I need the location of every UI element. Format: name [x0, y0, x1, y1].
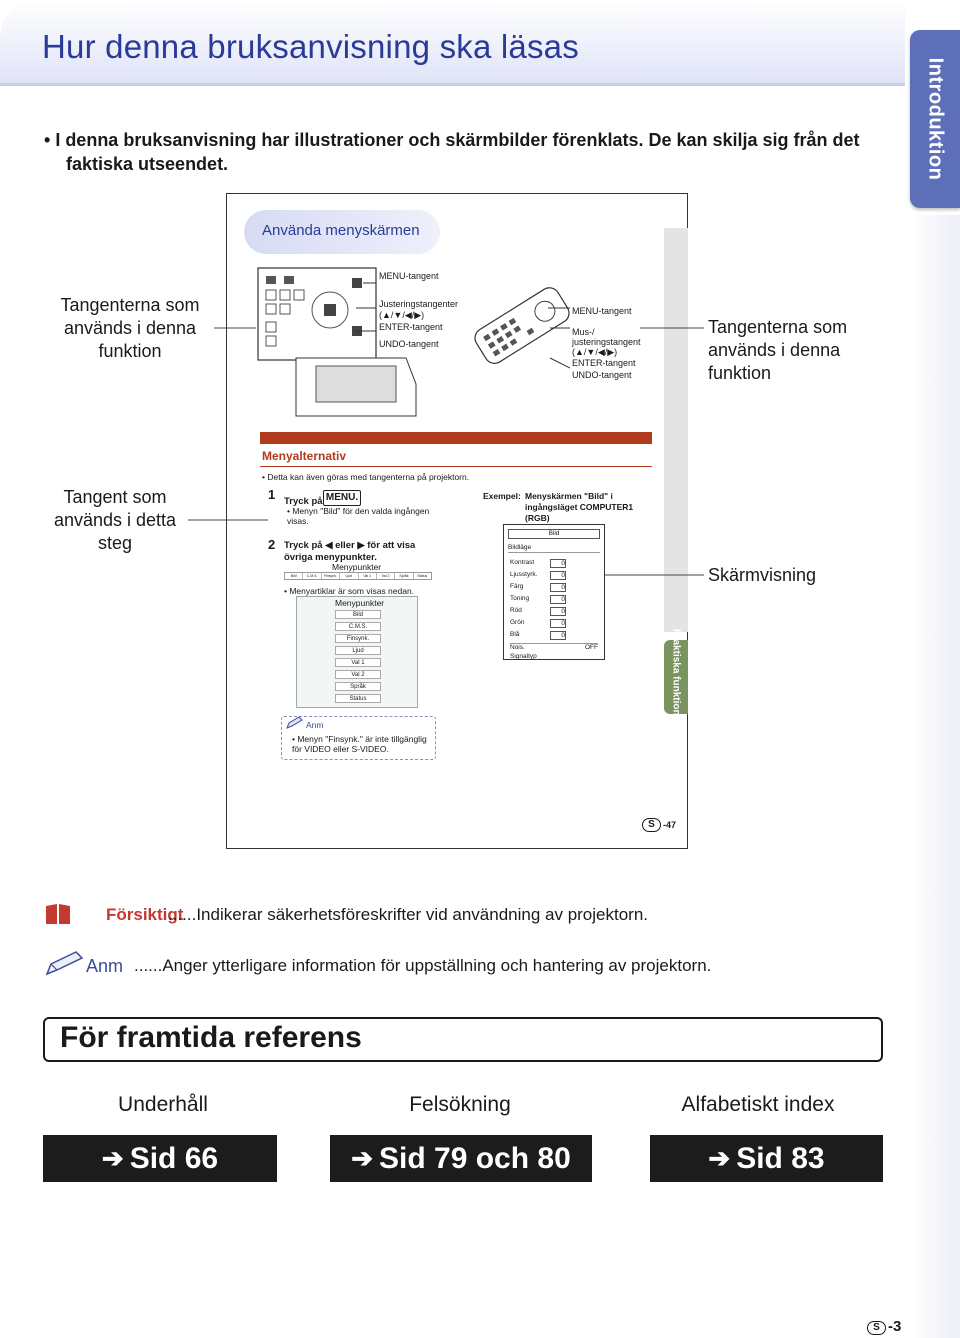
osd-row-label: Ljusstyrk.	[510, 571, 538, 578]
ref-link-maintenance[interactable]	[43, 1135, 277, 1182]
step1-text: Tryck på	[284, 496, 323, 507]
menu-options-intro: • Detta kan även göras med tangenterna på projektorn.	[262, 472, 470, 482]
label-mouse-adjust-1: Mus-/	[572, 327, 595, 337]
osd-row-value: 0	[550, 607, 566, 616]
intro-bullet: • I denna bruksanvisning har illustrationer och skärmbilder förenklats. De kan skilja sig från det faktiska utseendet.	[44, 130, 860, 174]
label-undo-key-projector: UNDO-tangent	[379, 339, 439, 349]
menu-items-label: Menypunkter	[332, 562, 382, 572]
menu-column-item: Finsynk.	[335, 634, 381, 643]
ref-link-index[interactable]	[650, 1135, 883, 1182]
menu-bar-item: Finsynk.	[322, 573, 340, 579]
page-number	[867, 1318, 901, 1335]
reference-title: För framtida referens	[60, 1021, 362, 1054]
ref-label-index: Alfabetiskt index	[681, 1093, 835, 1116]
intro-bullet-text: I denna bruksanvisning har illustrationer och skärmbilder förenklats. De kan skilja sig från det faktiska utseendet.	[55, 130, 860, 174]
note-pencil-icon	[44, 950, 84, 976]
legend-caution-text: ......Indikerar säkerhetsföreskrifter vid användning av projektorn.	[168, 905, 649, 924]
menu-bar-item: Val 2	[377, 573, 395, 579]
example-text-3: (RGB)	[525, 513, 550, 523]
osd-row-label: Toning	[510, 595, 530, 602]
menu-column-item: Val 1	[335, 658, 381, 667]
menu-bar-item: Ljud	[340, 573, 358, 579]
arrow-right-icon: ➔	[708, 1143, 731, 1173]
page-title: Hur denna bruksanvisning ska läsas	[42, 28, 579, 65]
arrow-right-icon: ➔	[351, 1143, 374, 1173]
label-adjust-keys: Justeringstangenter	[379, 299, 459, 309]
label-mouse-adjust-2: justeringstangent	[572, 337, 641, 347]
sample-page-letter: S	[642, 818, 661, 832]
ref-page-index: Sid 83	[736, 1141, 825, 1175]
ref-label-troubleshooting: Felsökning	[409, 1093, 511, 1116]
sample-note-label: Anm	[306, 720, 324, 730]
menu-options-header: Menyalternativ	[262, 449, 347, 463]
menu-bar-item: Val 1	[359, 573, 377, 579]
sample-page-num: -47	[663, 820, 677, 830]
menu-column-label: Menypunkter	[335, 598, 385, 608]
example-text-2: ingångsläget COMPUTER1	[525, 502, 634, 512]
step1-menu-key: MENU.	[323, 490, 361, 506]
menu-column-item: Status	[335, 694, 381, 703]
page-number-value: -3	[888, 1318, 902, 1335]
callout-right-screen: Skärmvisning	[708, 565, 817, 585]
osd-title: Bild	[508, 529, 600, 539]
legend-note-text: ......Anger ytterligare information för uppställning och hantering av projektorn.	[134, 956, 712, 975]
label-enter-key-projector: ENTER-tangent	[379, 322, 443, 332]
sample-section-title: Använda menyskärmen	[262, 222, 420, 239]
menu-bar-item: Status	[417, 574, 428, 578]
label-menu-key-remote: MENU-tangent	[572, 306, 632, 316]
label-mouse-adjust-arrows: (▲/▼/◀/▶)	[572, 347, 618, 357]
osd-row-label: Kontrast	[510, 559, 535, 566]
ref-label-maintenance: Underhåll	[118, 1093, 208, 1116]
legend-caution-label: Försiktigt	[106, 905, 184, 924]
osd-noise-value: OFF	[585, 644, 598, 651]
osd-row-value: 0	[550, 583, 566, 592]
label-adjust-arrows: (▲/▼/◀/▶)	[379, 310, 425, 320]
example-text-1: Menyskärmen "Bild" i	[525, 491, 613, 501]
ref-page-maintenance: Sid 66	[129, 1141, 219, 1175]
step2-number: 2	[268, 537, 276, 552]
menu-column-item: Val 2	[335, 670, 381, 679]
label-menu-key-projector: MENU-tangent	[379, 271, 439, 281]
menu-column-item: Språk	[335, 682, 381, 691]
osd-row-value: 0	[550, 571, 566, 580]
osd-signal: Signaltyp	[510, 653, 537, 660]
osd-row-label: Färg	[510, 583, 524, 590]
osd-row-value: 0	[550, 559, 566, 568]
osd-mode: Bildläge	[508, 543, 600, 553]
osd-noise-label: Nois.	[510, 644, 525, 651]
menu-column-item: Ljud	[335, 646, 381, 655]
example-label: Exempel:	[483, 491, 521, 501]
osd-row-value: 0	[550, 595, 566, 604]
step1-number: 1	[268, 487, 276, 502]
page-number-letter: S	[867, 1321, 886, 1335]
step2-text: Tryck på ◀ eller ▶ för att visa övriga menypunkter.	[284, 540, 416, 563]
ref-link-troubleshooting[interactable]	[330, 1135, 592, 1182]
menu-bar-item: Språk	[395, 573, 413, 579]
label-enter-key-remote: ENTER-tangent	[572, 358, 636, 368]
osd-row-label: Röd	[510, 607, 522, 614]
side-tab-label: Introduktion	[924, 57, 947, 181]
callout-right-top: Tangenterna som används i denna funktion	[708, 317, 848, 383]
callout-left-step: Tangent som används i detta steg	[53, 487, 177, 553]
menu-column-item: C.M.S.	[335, 622, 381, 631]
menu-list-intro: • Menyartiklar är som visas nedan.	[284, 586, 415, 596]
menu-bar-item: C.M.S.	[303, 573, 321, 579]
menu-bar-item: Bild	[285, 573, 303, 579]
caution-book-icon	[44, 902, 72, 926]
label-undo-key-remote: UNDO-tangent	[572, 370, 632, 380]
osd-row-value: 0	[550, 631, 566, 640]
arrow-right-icon: ➔	[101, 1143, 124, 1173]
callout-left-top: Tangenterna som används i denna funktion	[60, 295, 200, 361]
legend-note-label: Anm	[86, 956, 124, 976]
sample-green-tab-label: Praktiska funktioner	[670, 628, 682, 726]
osd-row-label: Blå	[510, 631, 520, 638]
osd-row-label: Grön	[510, 619, 525, 626]
step1-sub: • Menyn "Bild" för den valda ingången visas.	[287, 506, 430, 526]
menu-column-item: Bild	[335, 610, 381, 619]
ref-page-troubleshooting: Sid 79 och 80	[379, 1141, 571, 1175]
sample-note-text: • Menyn "Finsynk." är inte tillgänglig för VIDEO eller S-VIDEO.	[292, 734, 427, 754]
osd-row-value: 0	[550, 619, 566, 628]
